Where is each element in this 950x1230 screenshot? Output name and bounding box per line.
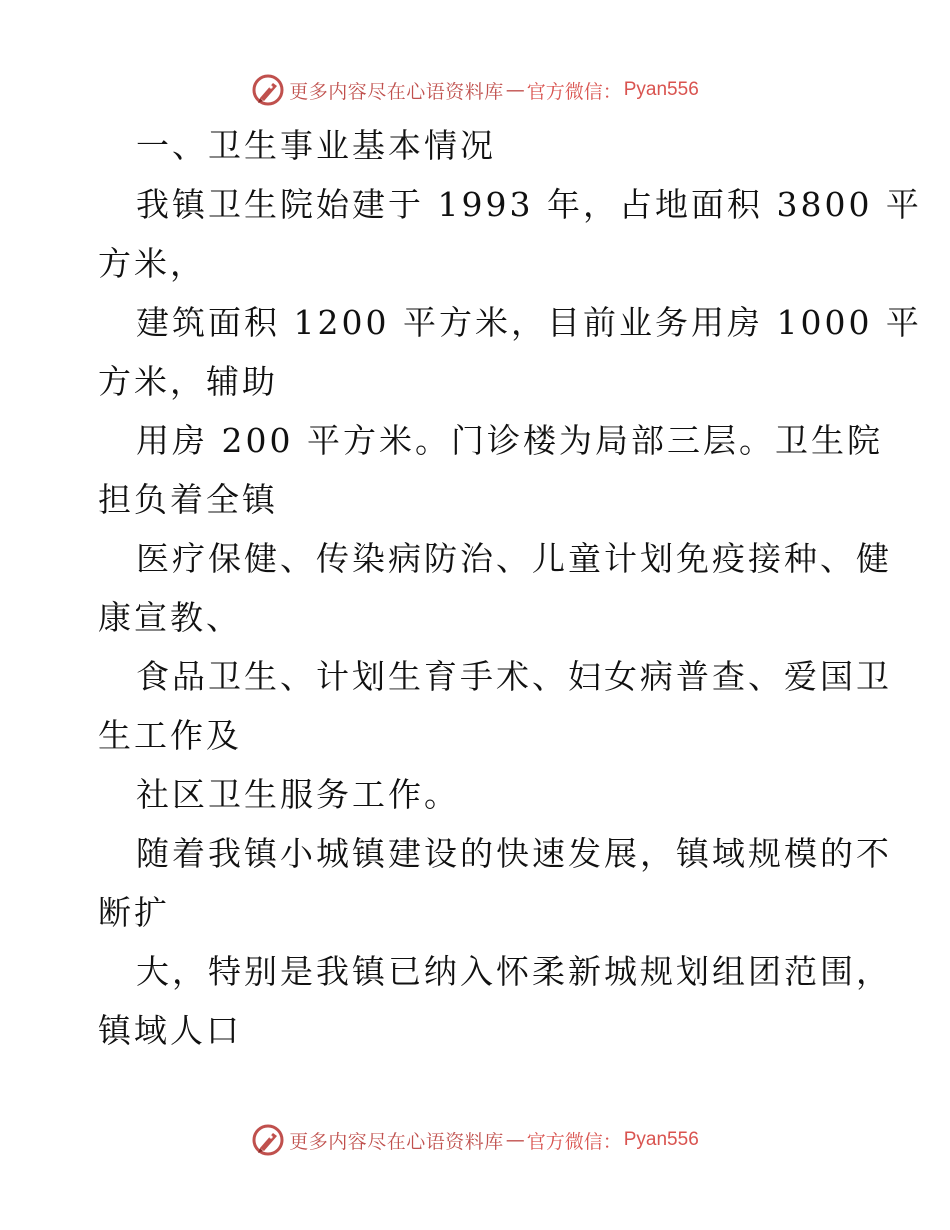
paragraph-line: 一、卫生事业基本情况 — [136, 126, 496, 165]
site-name: 更多内容尽在心语资料库 — [289, 80, 504, 103]
separator: — — [505, 1129, 525, 1151]
separator: — — [505, 79, 525, 101]
paragraph-line: 方米，辅助 — [98, 362, 278, 401]
wechat-id: Pyan556 — [623, 1129, 699, 1150]
paragraph-line: 生工作及 — [98, 716, 242, 755]
paragraph-line: 我镇卫生院始建于 1993 年，占地面积 3800 平 — [136, 185, 922, 224]
paragraph-line: 用房 200 平方米。门诊楼为局部三层。卫生院 — [136, 421, 883, 460]
paragraph-line: 建筑面积 1200 平方米，目前业务用房 1000 平 — [136, 303, 922, 342]
paragraph-line: 食品卫生、计划生育手术、妇女病普查、爱国卫 — [136, 657, 892, 696]
paragraph-line: 断扩 — [98, 893, 170, 932]
paragraph-line: 大，特别是我镇已纳入怀柔新城规划组团范围， — [136, 952, 892, 991]
document-body — [98, 116, 922, 1060]
paragraph-line: 担负着全镇 — [98, 480, 278, 519]
paragraph-line: 康宣教、 — [98, 598, 242, 637]
paragraph-line: 医疗保健、传染病防治、儿童计划免疫接种、健 — [136, 539, 892, 578]
wechat-label: 官方微信： — [526, 80, 622, 103]
header-banner — [0, 70, 950, 110]
wechat-id: Pyan556 — [623, 79, 699, 100]
paragraph-line: 镇域人口 — [98, 1011, 242, 1050]
paragraph-line: 随着我镇小城镇建设的快速发展，镇域规模的不 — [136, 834, 892, 873]
site-name: 更多内容尽在心语资料库 — [289, 1130, 504, 1153]
wechat-label: 官方微信： — [526, 1130, 622, 1153]
pen-logo-icon — [251, 1123, 285, 1157]
footer-banner — [0, 1120, 950, 1160]
paragraph-line: 方米， — [98, 244, 206, 283]
paragraph-line: 社区卫生服务工作。 — [136, 775, 460, 814]
pen-logo-icon — [251, 73, 285, 107]
